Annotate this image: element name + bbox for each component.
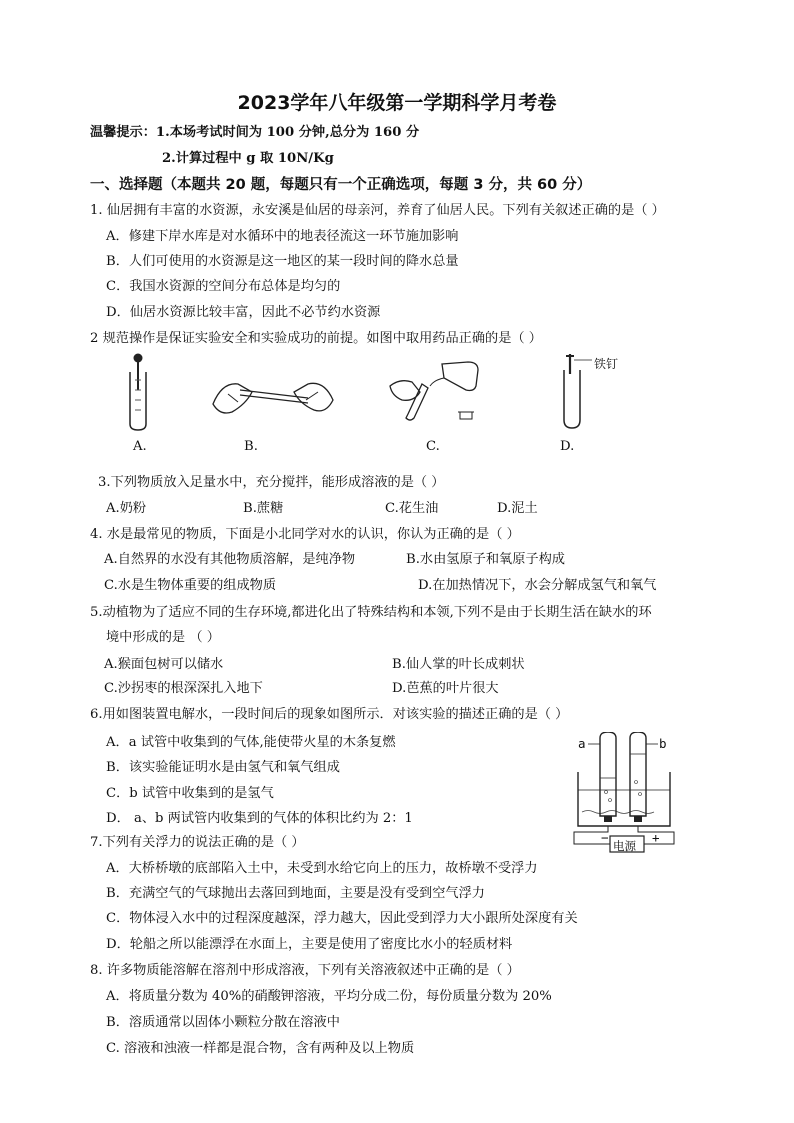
q8-option-c: C. 溶液和浊液一样都是混合物，含有两种及以上物质 [106, 1041, 415, 1056]
q3-option-b: B.蔗糖 [243, 501, 284, 516]
q8-stem: 8. 许多物质能溶解在溶剂中形成溶液，下列有关溶液叙述中正确的是（ ） [90, 963, 520, 978]
q8-option-a: A．将质量分数为 40%的硝酸钾溶液，平均分成二份，每份质量分数为 20% [106, 989, 552, 1004]
nail-test-tube-figure [556, 350, 596, 430]
q8-option-b: B．溶质通常以固体小颗粒分散在溶液中 [106, 1015, 340, 1030]
q3-stem: 3.下列物质放入足量水中，充分搅拌，能形成溶液的是（ ） [98, 475, 445, 490]
page-title: 2023学年八年级第一学期科学月考卷 [237, 92, 557, 114]
q6-option-d: D． a、b 两试管内收集到的气体的体积比约为 2：1 [106, 811, 413, 826]
power-source-label: 电源 [613, 839, 636, 853]
q5-stem-line2: 境中形成的是 （ ） [106, 630, 220, 645]
q3-option-a: A.奶粉 [106, 501, 147, 516]
q7-option-b: B．充满空气的气球抛出去落回到地面，主要是没有受到空气浮力 [106, 886, 485, 901]
q7-stem: 7.下列有关浮力的说法正确的是（ ） [90, 835, 305, 850]
electrolysis-label-a: a [578, 736, 586, 751]
q5-option-d: D.芭蕉的叶片很大 [392, 681, 499, 696]
q4-option-a: A.自然界的水没有其他物质溶解，是纯净物 [104, 552, 356, 567]
dropper-test-tube-figure [118, 350, 158, 432]
tip-line-1: 温馨提示：1.本场考试时间为 100 分钟,总分为 160 分 [90, 125, 420, 140]
q5-option-b: B.仙人掌的叶长成刺状 [392, 657, 525, 672]
q5-option-c: C.沙拐枣的根深深扎入地下 [104, 681, 263, 696]
q7-option-d: D．轮船之所以能漂浮在水面上，主要是使用了密度比水小的轻质材料 [106, 937, 513, 952]
q7-option-a: A．大桥桥墩的底部陷入土中，未受到水给它向上的压力，故桥墩不受浮力 [106, 861, 538, 876]
q2-stem: 2 规范操作是保证实验安全和实验成功的前提。如图中取用药品正确的是（ ） [90, 331, 542, 346]
q1-option-b: B．人们可使用的水资源是这一地区的某一段时间的降水总量 [106, 254, 459, 269]
hands-test-tube-figure [208, 364, 338, 424]
q6-option-a: A．a 试管中收集到的气体,能使带火星的木条复燃 [106, 735, 396, 750]
q2-label-c: C. [426, 439, 440, 454]
q1-stem: 1. 仙居拥有丰富的水资源，永安溪是仙居的母亲河，养育了仙居人民。下列有关叙述正确的是（ ） [90, 203, 665, 218]
q6-stem: 6.用如图装置电解水，一段时间后的现象如图所示．对该实验的描述正确的是（ ） [90, 707, 569, 722]
q4-stem: 4. 水是最常见的物质，下面是小北同学对水的认识，你认为正确的是（ ） [90, 527, 520, 542]
q3-option-d: D.泥土 [497, 501, 538, 516]
q2-label-b: B. [244, 439, 258, 454]
q6-option-b: B．该实验能证明水是由氢气和氧气组成 [106, 760, 340, 775]
q3-option-c: C.花生油 [385, 501, 439, 516]
q7-option-c: C．物体浸入水中的过程深度越深，浮力越大，因此受到浮力大小跟所处深度有关 [106, 911, 578, 926]
q6-option-c: C．b 试管中收集到的是氢气 [106, 786, 274, 801]
q1-option-c: C．我国水资源的空间分布总体是均匀的 [106, 279, 341, 294]
q4-option-b: B.水由氢原子和氧原子构成 [406, 552, 565, 567]
q4-option-d: D.在加热情况下，水会分解成氢气和氧气 [418, 578, 657, 593]
section-heading: 一、选择题（本题共 20 题，每题只有一个正确选项，每题 3 分，共 60 分） [90, 177, 592, 193]
nail-label: 铁钉 [594, 357, 619, 371]
electrolysis-label-b: b [659, 736, 667, 751]
q2-label-d: D. [560, 439, 575, 454]
q4-option-c: C.水是生物体重要的组成物质 [104, 578, 277, 593]
q5-option-a: A.猴面包树可以储水 [104, 657, 224, 672]
q2-label-a: A. [133, 439, 147, 454]
electrode-plus-label: + [652, 830, 660, 845]
q5-stem-line1: 5.动植物为了适应不同的生存环境,都进化出了特殊结构和本领,下列不是由于长期生活在缺水的环 [90, 605, 652, 620]
pouring-liquid-figure [388, 356, 488, 426]
q1-option-d: D．仙居水资源比较丰富，因此不必节约水资源 [106, 305, 381, 320]
q1-option-a: A．修建下岸水库是对水循环中的地表径流这一环节施加影响 [106, 229, 459, 244]
tip-line-2: 2.计算过程中 g 取 10N/Kg [162, 151, 334, 166]
electrode-minus-label: − [601, 830, 609, 845]
